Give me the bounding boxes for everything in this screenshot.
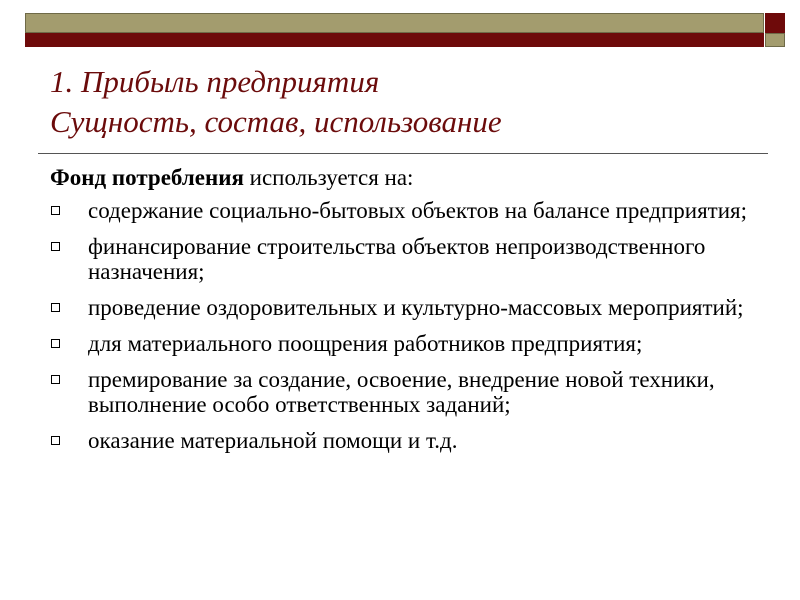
list-item-text: финансирование строительства объектов непроизводственного назначения;	[88, 234, 706, 284]
list-item-text: содержание социально-бытовых объектов на балансе предприятия;	[88, 198, 747, 223]
list-item-text: премирование за создание, освоение, внедрение новой техники, выполнение особо ответственных заданий;	[88, 367, 715, 417]
list-item	[50, 428, 760, 453]
title-line-2: Сущность, состав, использование	[50, 104, 502, 139]
list-item-text: проведение оздоровительных и культурно-массовых мероприятий;	[88, 295, 744, 320]
hollow-square-icon	[51, 206, 60, 215]
hollow-square-icon	[51, 375, 60, 384]
hollow-square-icon	[51, 436, 60, 445]
header-square-maroon	[765, 13, 785, 33]
slide-body	[50, 165, 760, 464]
intro-bold: Фонд потребления	[50, 165, 244, 190]
list-item	[50, 234, 760, 284]
hollow-square-icon	[51, 242, 60, 251]
hollow-square-icon	[51, 339, 60, 348]
intro-rest: используется на:	[243, 165, 414, 190]
usage-list	[50, 198, 760, 453]
list-item	[50, 198, 760, 223]
list-item	[50, 367, 760, 417]
header-bar-maroon	[25, 33, 764, 47]
title-divider	[38, 153, 768, 154]
list-item	[50, 331, 760, 356]
list-item	[50, 295, 760, 320]
list-item-text: для материального поощрения работников предприятия;	[88, 331, 643, 356]
header-bar-olive	[25, 13, 764, 33]
hollow-square-icon	[51, 303, 60, 312]
slide-title	[50, 62, 502, 142]
title-line-1: 1. Прибыль предприятия	[50, 64, 380, 99]
list-item-text: оказание материальной помощи и т.д.	[88, 428, 458, 453]
header-square-olive	[765, 33, 785, 47]
intro-text	[50, 165, 760, 190]
